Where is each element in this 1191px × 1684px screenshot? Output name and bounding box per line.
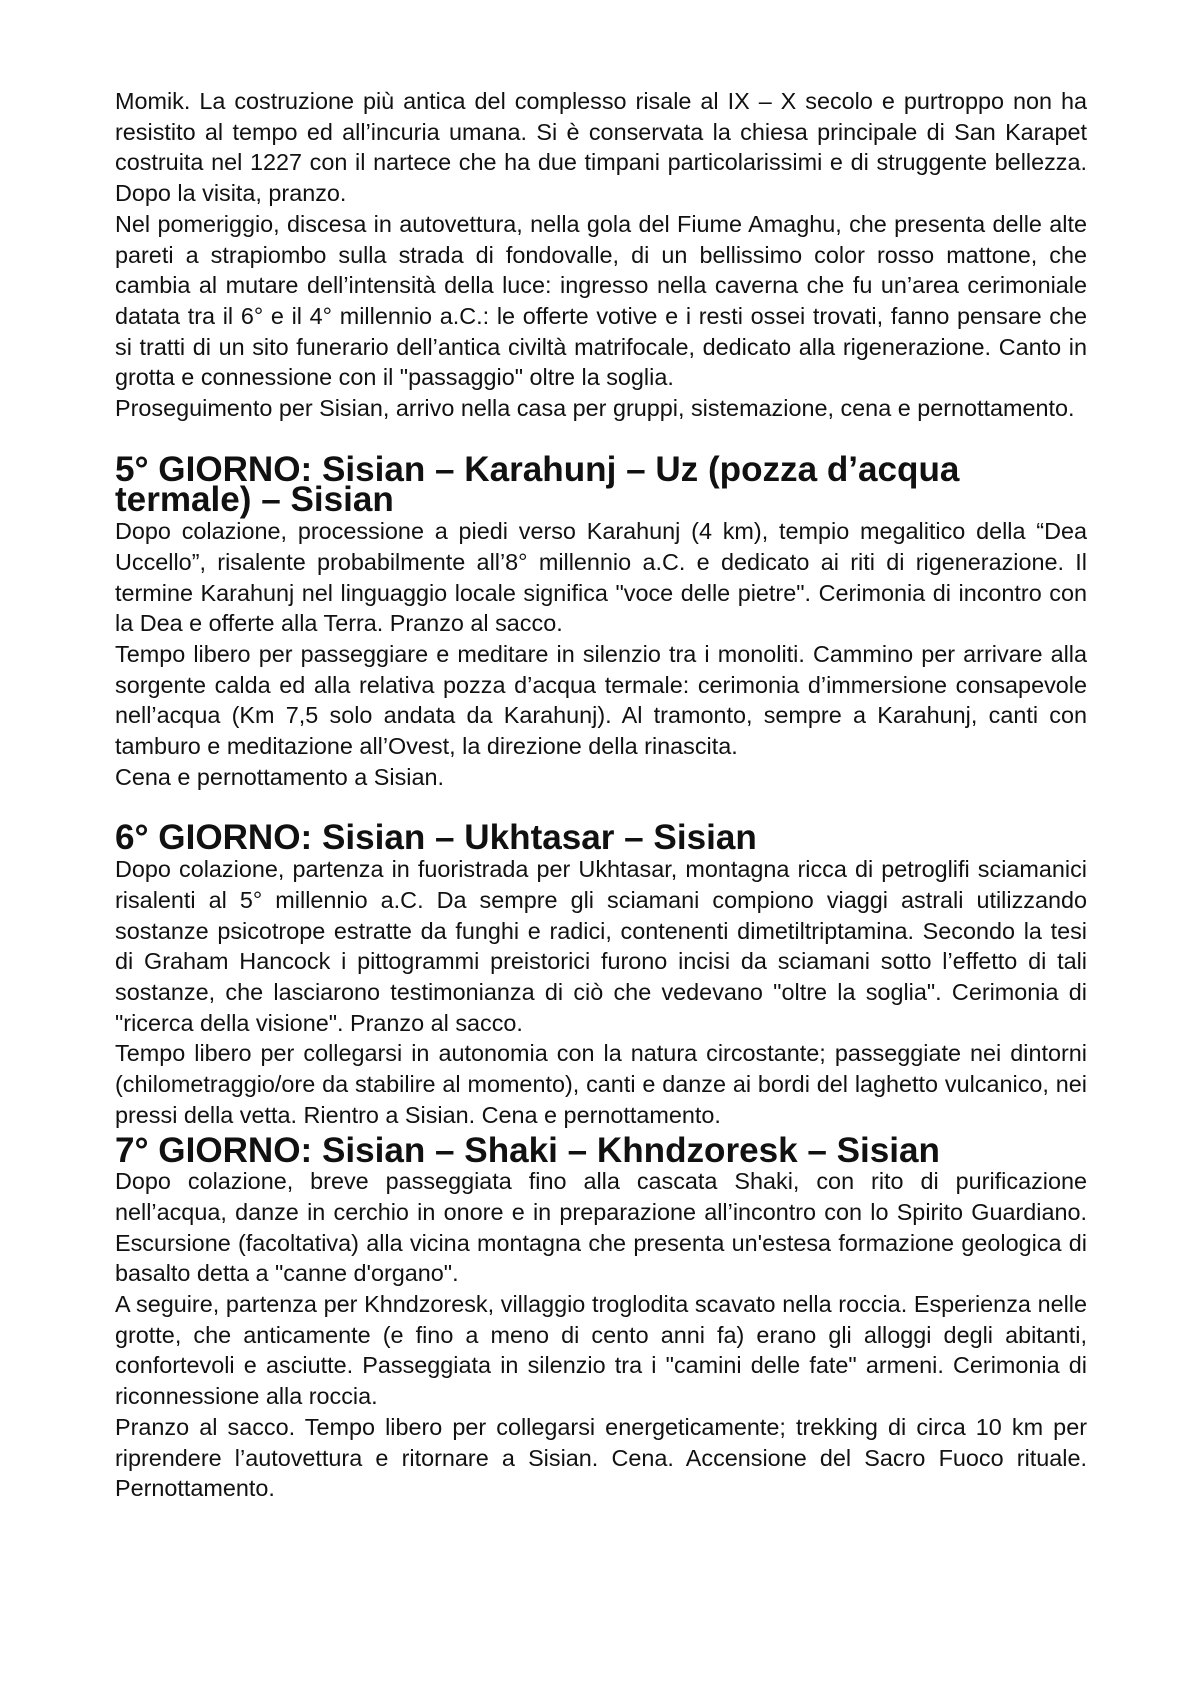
day-7-paragraph: Pranzo al sacco. Tempo libero per collegarsi energeticamente; trekking di circa 10 km per riprendere l’autovettura e ritornare a Sisian. Cena. Accensione del Sacro Fuoco rituale. Pernottamento. (115, 1413, 1087, 1502)
day-5-paragraph: Cena e pernottamento a Sisian. (115, 763, 444, 790)
intro-paragraph: Momik. La costruzione più antica del complesso risale al IX – X secolo e purtroppo non ha resistito al tempo ed all’incuria umana. Si è conservata la chiesa principale di San Karapet costruita nel 1227 con il nartece che ha due timpani particolarissimi e di struggente bellezza. Dopo la visita, pranzo. (115, 88, 1087, 207)
intro-paragraph: Proseguimento per Sisian, arrivo nella casa per gruppi, sistemazione, cena e pernottamento. (115, 395, 1075, 422)
intro-paragraph: Nel pomeriggio, discesa in autovettura, nella gola del Fiume Amaghu, che presenta delle alte pareti a strapiombo sulla strada di fondovalle, di un bellissimo color rosso mattone, che cambia al mutare dell’intensità della luce: ingresso nella caverna che fu un’area cerimoniale datata tra il 6° e il 4° millennio a.C.: le offerte votive e i resti ossei trovati, fanno pensare che si tratti di un sito funerario dell’antica civiltà matrifocale, dedicato alla rigenerazione. Canto in grotta e connessione con il "passaggio" oltre la soglia. (115, 210, 1087, 391)
day-6-paragraph: Tempo libero per collegarsi in autonomia con la natura circostante; passeggiate nei dintorni (chilometraggio/ore da stabilire al momento), canti e danze ai bordi del laghetto vulcanico, nei pressi della vetta. Rientro a Sisian. Cena e pernottamento. (115, 1040, 1087, 1128)
day-7-paragraph: A seguire, partenza per Khndzoresk, villaggio troglodita scavato nella roccia. Esperienza nelle grotte, che anticamente (e fino a meno di cento anni fa) erano gli alloggi degli abitanti, confortevoli e asciutte. Passeggiata in silenzio tra i "camini delle fate" armeni. Cerimonia di riconnessione alla roccia. (115, 1291, 1087, 1410)
day-6-paragraph: Dopo colazione, partenza in fuoristrada per Ukhtasar, montagna ricca di petroglifi sciamanici risalenti al 5° millennio a.C. Da sempre gli sciamani compiono viaggi astrali utilizzando sostanze psicotrope estratte da funghi e radici, contenenti dimetiltriptamina. Secondo la tesi di Graham Hancock i pittogrammi preistorici furono incisi da sciamani sotto l’effetto di tali sostanze, che lasciarono testimonianza di ciò che vedevano "oltre la soglia". Cerimonia di "ricerca della visione". Pranzo al sacco. (115, 856, 1087, 1036)
day-7-paragraph: Dopo colazione, breve passeggiata fino alla cascata Shaki, con rito di purificazione nell’acqua, danze in cerchio in onore e in preparazione all’incontro con lo Spirito Guardiano. Escursione (facoltativa) alla vicina montagna che presenta un'estesa formazione geologica di basalto detta a "canne d'organo". (115, 1168, 1087, 1287)
day-7-heading: 7° GIORNO: Sisian – Shaki – Khndzoresk – Sisian (115, 1130, 940, 1170)
day-6-heading: 6° GIORNO: Sisian – Ukhtasar – Sisian (115, 818, 757, 858)
day-6-section (115, 818, 1087, 1130)
day-5-heading: 5° GIORNO: Sisian – Karahunj – Uz (pozza d’acqua termale) – Sisian (115, 449, 960, 520)
day-7-section (115, 1130, 1087, 1504)
intro-section (115, 86, 1087, 424)
day-5-paragraph: Dopo colazione, processione a piedi verso Karahunj (4 km), tempio megalitico della “Dea Uccello”, risalente probabilmente all’8° millennio a.C. e dedicato ai riti di rigenerazione. Il termine Karahunj nel linguaggio locale significa "voce delle pietre". Cerimonia di incontro con la Dea e offerte alla Terra. Pranzo al sacco. (115, 518, 1087, 637)
day-5-paragraph: Tempo libero per passeggiare e meditare in silenzio tra i monoliti. Cammino per arrivare alla sorgente calda ed alla relativa pozza d’acqua termale: cerimonia d’immersione consapevole nell’acqua (Km 7,5 solo andata da Karahunj). Al tramonto, sempre a Karahunj, canti con tamburo e meditazione all’Ovest, la direzione della rinascita. (115, 640, 1087, 760)
day-5-section (115, 449, 1087, 793)
